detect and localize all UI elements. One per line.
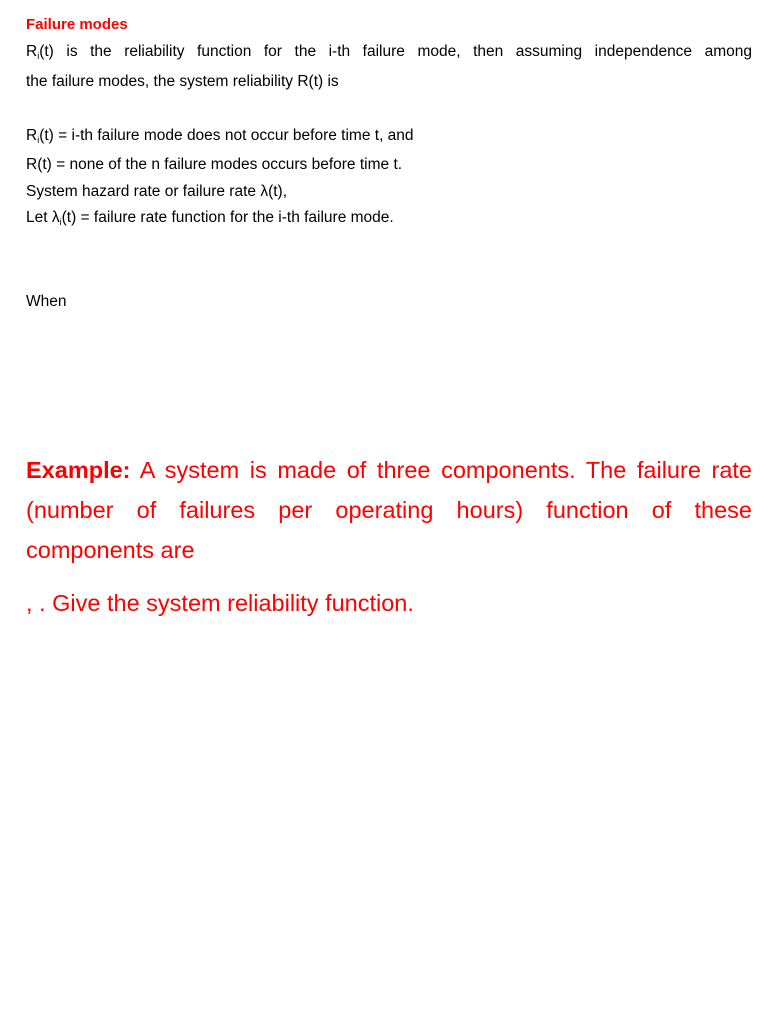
example-paragraph bbox=[26, 450, 752, 570]
definition-hazard: System hazard rate or failure rate λ(t), bbox=[26, 183, 288, 200]
definition-ri bbox=[26, 126, 414, 146]
definition-lambda-i bbox=[26, 208, 394, 228]
intro-text: (t) is the reliability function for the i-th failure mode, then assuming independence among bbox=[39, 43, 752, 60]
intro-symbol-r: R bbox=[26, 43, 38, 60]
intro-subscript-i: i bbox=[37, 51, 40, 61]
example-label: Example: bbox=[26, 457, 131, 483]
example-last-line: , . Give the system reliability function. bbox=[26, 590, 414, 616]
section-heading: Failure modes bbox=[26, 16, 128, 33]
lambda-subscript: i bbox=[59, 217, 62, 227]
example-body: A system is made of three components. The failure rate (number of failures per operating hours) function of these components are bbox=[26, 457, 752, 563]
ri-text: (t) = i-th failure mode does not occur before time t, and bbox=[39, 127, 414, 144]
lambda-prefix: Let λ bbox=[26, 209, 60, 226]
intro-line-1 bbox=[26, 42, 752, 62]
definition-r: R(t) = none of the n failure modes occurs before time t. bbox=[26, 156, 403, 173]
ri-symbol: R bbox=[26, 127, 38, 144]
ri-subscript: i bbox=[37, 135, 40, 145]
intro-line-2: the failure modes, the system reliability R(t) is bbox=[26, 73, 339, 90]
lambda-text: (t) = failure rate function for the i-th failure mode. bbox=[61, 209, 394, 226]
when-text: When bbox=[26, 293, 67, 310]
